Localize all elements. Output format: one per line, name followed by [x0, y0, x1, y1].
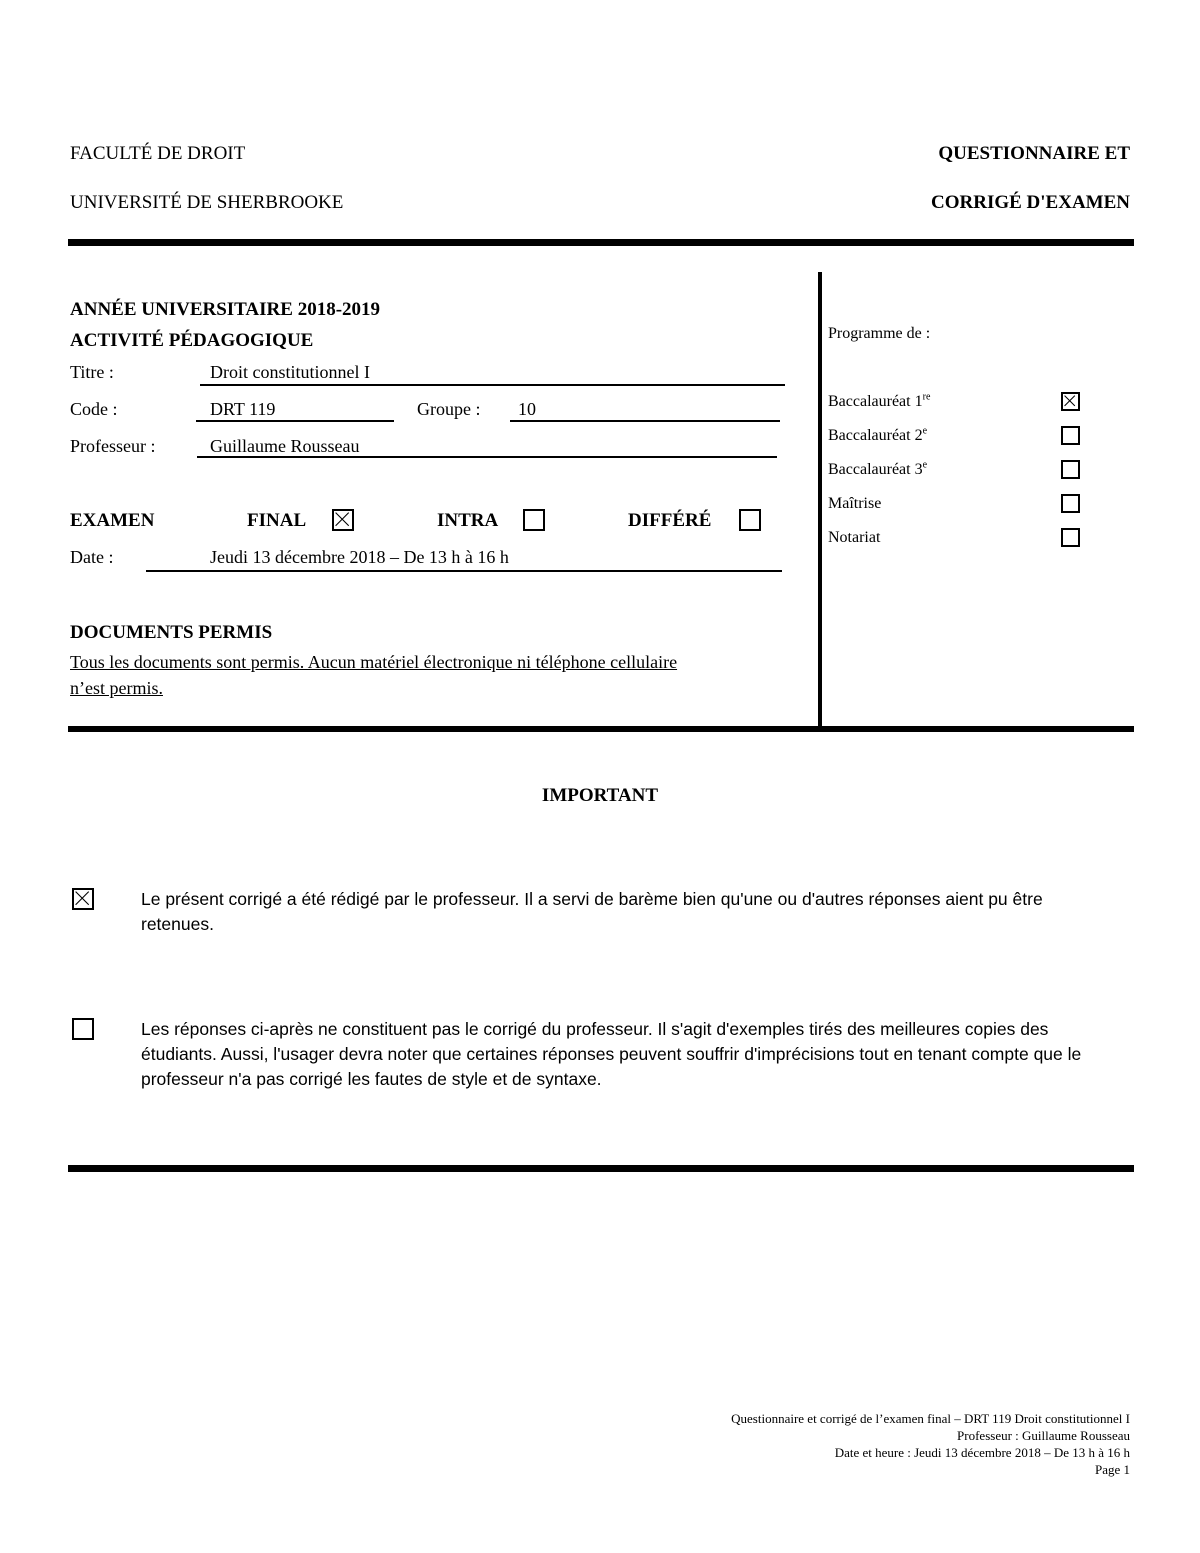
footer-line3: Date et heure : Jeudi 13 décembre 2018 – De 13 h à 16 h [834, 1445, 1130, 1460]
faculty-name: FACULTÉ DE DROIT [70, 143, 246, 164]
date-label: Date : [70, 547, 114, 567]
notice-students-text: Les réponses ci-après ne constituent pas le corrigé du professeur. Il s'agit d'exemples tirés des meilleures copies des étudiants. Aussi, l'usager devra noter que certaines réponses peuvent souffrir d'imprécisions tout en tenant compte que le professeur n'a pas corrigé les fautes de style et de syntaxe. [141, 1019, 1082, 1089]
footer-page-number: Page 1 [1094, 1462, 1130, 1477]
program-maitrise-checkbox[interactable] [1061, 494, 1080, 513]
documents-line1: Tous les documents sont permis. Aucun matériel électronique ni téléphone cellulaire [70, 652, 678, 672]
title-value: Droit constitutionnel I [210, 362, 370, 382]
program-option-bac2: Baccalauréat 2e [828, 425, 928, 444]
doc-type-line2: CORRIGÉ D'EXAMEN [931, 192, 1130, 213]
professor-underline [197, 456, 777, 458]
title-label: Titre : [70, 362, 114, 382]
program-label: Programme de : [828, 325, 931, 342]
footer-line2: Professeur : Guillaume Rousseau [957, 1428, 1130, 1443]
exam-type-differe-label: DIFFÉRÉ [628, 510, 712, 531]
notice-students-checkbox[interactable] [72, 1018, 94, 1040]
notice-professor-checkbox[interactable] [72, 888, 94, 910]
code-value: DRT 119 [210, 399, 276, 419]
group-label: Groupe : [417, 399, 481, 419]
important-heading: IMPORTANT [541, 785, 659, 806]
documents-line2: n’est permis. [70, 678, 163, 698]
program-option-maitrise: Maîtrise [828, 495, 882, 512]
bottom-divider [68, 1165, 1134, 1172]
academic-year: ANNÉE UNIVERSITAIRE 2018-2019 [70, 299, 381, 320]
checked-x-icon [334, 511, 352, 529]
doc-type-line1: QUESTIONNAIRE ET [938, 143, 1130, 164]
vertical-divider [818, 272, 822, 728]
program-option-bac1: Baccalauréat 1re [828, 391, 931, 410]
checked-x-icon [1063, 394, 1078, 409]
professor-value: Guillaume Rousseau [210, 436, 360, 456]
exam-type-differe-checkbox[interactable] [739, 509, 761, 531]
program-option-notariat: Notariat [828, 529, 881, 546]
exam-type-final-label: FINAL [247, 510, 307, 531]
top-divider [68, 239, 1134, 246]
program-bac3-checkbox[interactable] [1061, 460, 1080, 479]
code-underline [196, 420, 394, 422]
documents-heading: DOCUMENTS PERMIS [70, 622, 273, 643]
exam-type-intra-label: INTRA [437, 510, 499, 531]
program-bac2-checkbox[interactable] [1061, 426, 1080, 445]
code-label: Code : [70, 399, 118, 419]
program-option-bac3: Baccalauréat 3e [828, 459, 928, 478]
group-underline [510, 420, 780, 422]
exam-label: EXAMEN [70, 510, 155, 531]
date-underline [146, 570, 782, 572]
exam-type-intra-checkbox[interactable] [523, 509, 545, 531]
footer-line1: Questionnaire et corrigé de l’examen final – DRT 119 Droit constitutionnel I [731, 1411, 1130, 1426]
mid-divider [68, 726, 1134, 732]
university-name: UNIVERSITÉ DE SHERBROOKE [70, 192, 344, 213]
title-underline [200, 384, 785, 386]
exam-type-final-checkbox[interactable] [332, 509, 354, 531]
group-value: 10 [518, 399, 536, 419]
page-footer [731, 1410, 1130, 1478]
activity-heading: ACTIVITÉ PÉDAGOGIQUE [70, 330, 314, 351]
date-value: Jeudi 13 décembre 2018 – De 13 h à 16 h [210, 547, 509, 567]
program-notariat-checkbox[interactable] [1061, 528, 1080, 547]
program-bac1-checkbox[interactable] [1061, 392, 1080, 411]
professor-label: Professeur : [70, 436, 156, 456]
notice-professor-text: Le présent corrigé a été rédigé par le professeur. Il a servi de barème bien qu'une ou d'autres réponses aient pu être retenues. [141, 889, 1043, 934]
checked-x-icon [74, 890, 92, 908]
